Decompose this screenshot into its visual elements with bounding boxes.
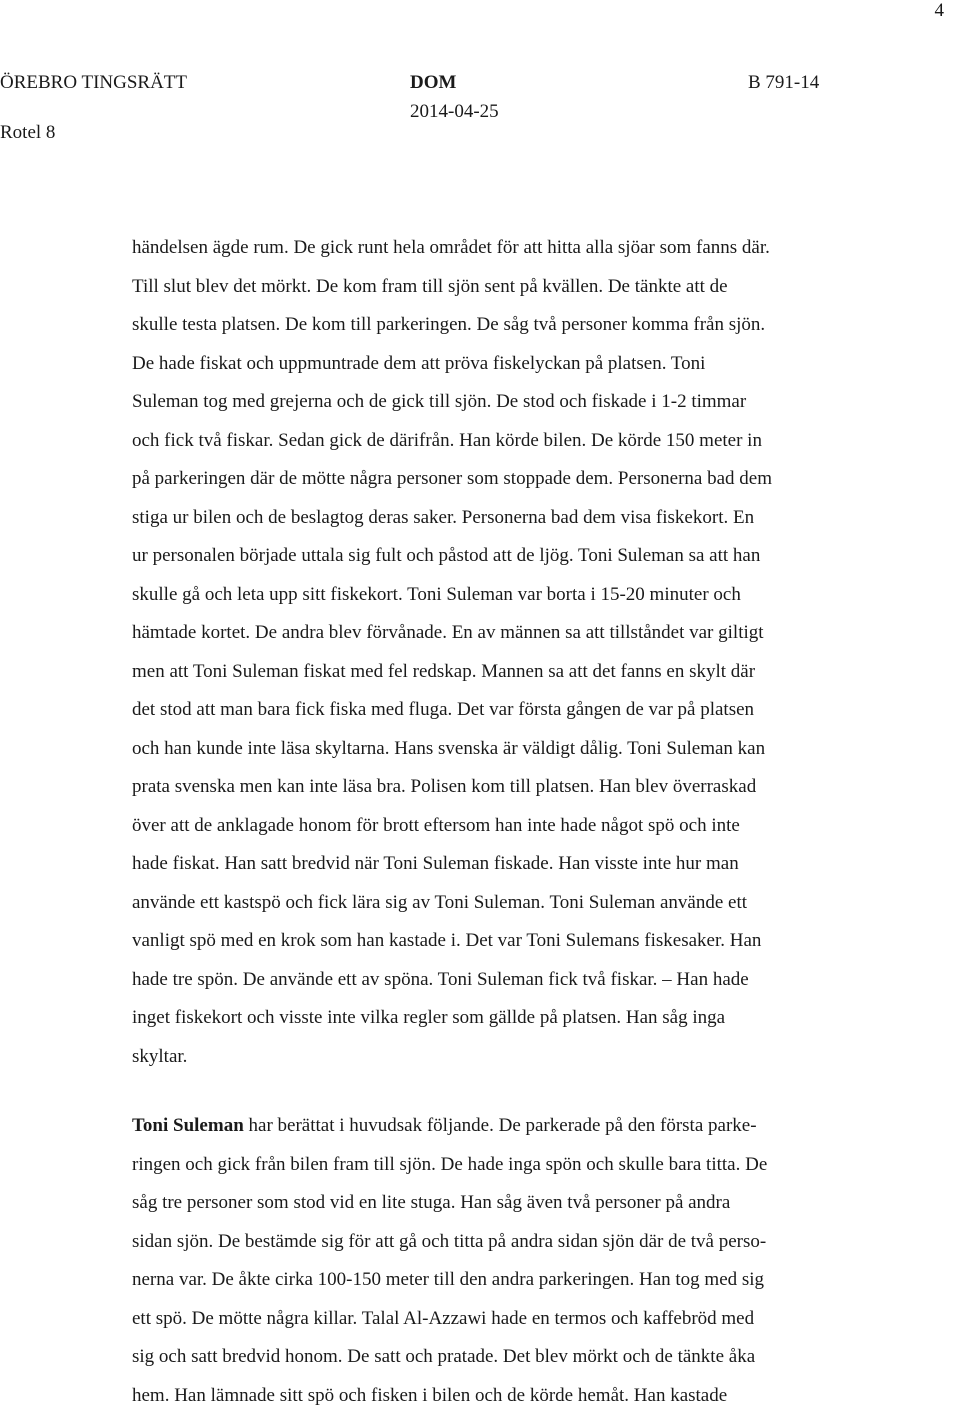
text-line: nerna var. De åkte cirka 100-150 meter till den andra parkeringen. Han tog med sig — [132, 1261, 892, 1300]
text-line: hade tre spön. De använde ett av spöna. Toni Suleman fick två fiskar. – Han hade — [132, 961, 892, 1000]
text-line: inget fiskekort och visste inte vilka regler som gällde på platsen. Han såg inga — [132, 999, 892, 1038]
text-line: ett spö. De mötte några killar. Talal Al-Azzawi hade en termos och kaffebröd med — [132, 1300, 892, 1339]
text-line: Suleman tog med grejerna och de gick till sjön. De stod och fiskade i 1-2 timmar — [132, 383, 892, 422]
text-line: Till slut blev det mörkt. De kom fram till sjön sent på kvällen. De tänkte att de — [132, 268, 892, 307]
paragraph-1 — [132, 229, 892, 1076]
text-line: De hade fiskat och uppmuntrade dem att pröva fiskelyckan på platsen. Toni — [132, 345, 892, 384]
text-line: skulle testa platsen. De kom till parkeringen. De såg två personer komma från sjön. — [132, 306, 892, 345]
text-line: och fick två fiskar. Sedan gick de därifrån. Han körde bilen. De körde 150 meter in — [132, 422, 892, 461]
page-number: 4 — [935, 0, 945, 22]
document-date: 2014-04-25 — [410, 101, 499, 123]
text-line: över att de anklagade honom för brott eftersom han inte hade något spö och inte — [132, 807, 892, 846]
text-line: vanligt spö med en krok som han kastade i. Det var Toni Sulemans fiskesaker. Han — [132, 922, 892, 961]
text-line: händelsen ägde rum. De gick runt hela området för att hitta alla sjöar som fanns där. — [132, 229, 892, 268]
text-line: stiga ur bilen och de beslagtog deras saker. Personerna bad dem visa fiskekort. En — [132, 499, 892, 538]
court-name: ÖREBRO TINGSRÄTT — [0, 72, 187, 94]
text-line: hade fiskat. Han satt bredvid när Toni Suleman fiskade. Han visste inte hur man — [132, 845, 892, 884]
text-line: ur personalen började uttala sig fult och påstod att de ljög. Toni Suleman sa att han — [132, 537, 892, 576]
text-line: ringen och gick från bilen fram till sjön. De hade inga spön och skulle bara titta. De — [132, 1146, 892, 1185]
text-line: det stod att man bara fick fiska med fluga. Det var första gången de var på platsen — [132, 691, 892, 730]
text-line: och han kunde inte läsa skyltarna. Hans svenska är väldigt dålig. Toni Suleman kan — [132, 730, 892, 769]
text-line: såg tre personer som stod vid en lite stuga. Han såg även två personer på andra — [132, 1184, 892, 1223]
text-line: sig och satt bredvid honom. De satt och pratade. Det blev mörkt och de tänkte åka — [132, 1338, 892, 1377]
text-line: sidan sjön. De bestämde sig för att gå och titta på andra sidan sjön där de två perso- — [132, 1223, 892, 1262]
document-type: DOM — [410, 72, 456, 94]
text-line: hämtade kortet. De andra blev förvånade. En av männen sa att tillståndet var giltigt — [132, 614, 892, 653]
text-line: använde ett kastspö och fick lära sig av Toni Suleman. Toni Suleman använde ett — [132, 884, 892, 923]
text-line: på parkeringen där de mötte några personer som stoppade dem. Personerna bad dem — [132, 460, 892, 499]
department: Rotel 8 — [0, 122, 55, 144]
text-line: skulle gå och leta upp sitt fiskekort. Toni Suleman var borta i 15-20 minuter och — [132, 576, 892, 615]
paragraph-2 — [132, 1107, 892, 1415]
text-line: men att Toni Suleman fiskat med fel redskap. Mannen sa att det fanns en skylt där — [132, 653, 892, 692]
text-line — [132, 1107, 892, 1146]
text-line: prata svenska men kan inte läsa bra. Polisen kom till platsen. Han blev överraskad — [132, 768, 892, 807]
case-number: B 791-14 — [748, 72, 819, 94]
text-line: hem. Han lämnade sitt spö och fisken i bilen och de körde hemåt. Han kastade — [132, 1377, 892, 1415]
speaker-name: Toni Suleman — [132, 1115, 244, 1136]
text-line: skyltar. — [132, 1038, 892, 1077]
text-line-rest: har berättat i huvudsak följande. De parkerade på den första parke- — [244, 1115, 757, 1136]
